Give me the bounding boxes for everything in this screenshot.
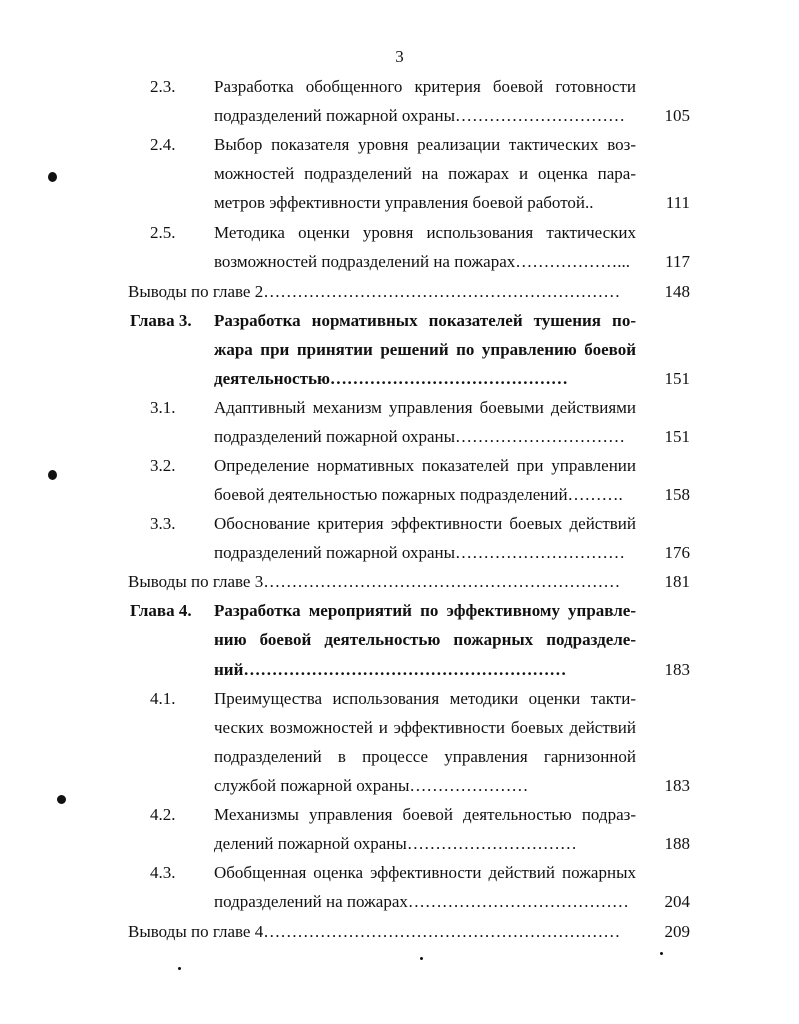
scan-speck — [48, 470, 57, 480]
section-number: 3.3. — [150, 514, 176, 533]
section-title-line: Обоснование критерия эффективности боевых действий — [214, 514, 636, 533]
scan-speck — [660, 952, 663, 955]
section-number: 2.4. — [150, 135, 176, 154]
page-ref: 151 — [664, 369, 690, 388]
page-ref: 148 — [664, 282, 690, 301]
section-title-line: Преимущества использования методики оценки такти- — [214, 689, 636, 708]
page-ref: 183 — [664, 660, 690, 679]
chapter-number: Глава 3. — [130, 311, 192, 330]
section-number: 3.1. — [150, 398, 176, 417]
chapter-summary: Выводы по главе 3……………………………………………………… — [128, 572, 621, 591]
chapter-number: Глава 4. — [130, 601, 192, 620]
section-title-line: боевой деятельностью пожарных подразделений………. — [214, 485, 623, 504]
section-title-line: подразделений пожарной охраны………………………… — [214, 427, 626, 446]
chapter-title-line: деятельностью…………………………………… — [214, 369, 568, 388]
chapter-title-line: Разработка нормативных показателей тушения по- — [214, 311, 636, 330]
section-title-line: делений пожарной охраны………………………… — [214, 834, 577, 853]
section-title-line: подразделений в процессе управления гарнизонной — [214, 747, 636, 766]
page-ref: 117 — [665, 252, 690, 271]
section-title-line: метров эффективности управления боевой работой.. — [214, 193, 594, 212]
chapter-title-line: ний………………………………………………… — [214, 660, 567, 679]
page-ref: 209 — [664, 922, 690, 941]
section-title-line: Обобщенная оценка эффективности действий пожарных — [214, 863, 636, 882]
page-ref: 204 — [664, 892, 690, 911]
section-title-line: Адаптивный механизм управления боевыми действиями — [214, 398, 636, 417]
chapter-title-line: жара при принятии решений по управлению боевой — [214, 340, 636, 359]
page-ref: 183 — [664, 776, 690, 795]
chapter-title-line: нию боевой деятельностью пожарных подразделе- — [214, 630, 636, 649]
section-number: 3.2. — [150, 456, 176, 475]
page-ref: 176 — [664, 543, 690, 562]
section-title-line: подразделений пожарной охраны………………………… — [214, 543, 626, 562]
section-title-line: можностей подразделений на пожарах и оценка пара- — [214, 164, 636, 183]
section-title-line: подразделений на пожарах………………………………… — [214, 892, 629, 911]
section-number: 2.3. — [150, 77, 176, 96]
section-number: 2.5. — [150, 223, 176, 242]
chapter-summary: Выводы по главе 2……………………………………………………… — [128, 282, 621, 301]
page-ref: 111 — [665, 193, 690, 212]
page-ref: 188 — [664, 834, 690, 853]
section-title-line: ческих возможностей и эффективности боевых действий — [214, 718, 636, 737]
section-title-line: подразделений пожарной охраны………………………… — [214, 106, 626, 125]
section-number: 4.1. — [150, 689, 176, 708]
scan-speck — [420, 957, 423, 960]
section-title-line: Выбор показателя уровня реализации тактических воз- — [214, 135, 636, 154]
scan-speck — [178, 967, 181, 970]
page-ref: 151 — [664, 427, 690, 446]
section-title-line: службой пожарной охраны………………… — [214, 776, 529, 795]
page-ref: 105 — [664, 106, 690, 125]
scan-speck — [48, 172, 57, 182]
section-title-line: Механизмы управления боевой деятельностью подраз- — [214, 805, 636, 824]
chapter-title-line: Разработка мероприятий по эффективному управле- — [214, 601, 636, 620]
section-number: 4.2. — [150, 805, 176, 824]
section-title-line: Методика оценки уровня использования тактических — [214, 223, 636, 242]
scan-speck — [57, 795, 66, 804]
section-title-line: Определение нормативных показателей при управлении — [214, 456, 636, 475]
page-ref: 158 — [664, 485, 690, 504]
page-ref: 181 — [664, 572, 690, 591]
section-title-line: возможностей подразделений на пожарах………………... — [214, 252, 630, 271]
section-number: 4.3. — [150, 863, 176, 882]
page-number: 3 — [395, 47, 404, 66]
chapter-summary: Выводы по главе 4……………………………………………………… — [128, 922, 621, 941]
section-title-line: Разработка обобщенного критерия боевой готовности — [214, 77, 636, 96]
